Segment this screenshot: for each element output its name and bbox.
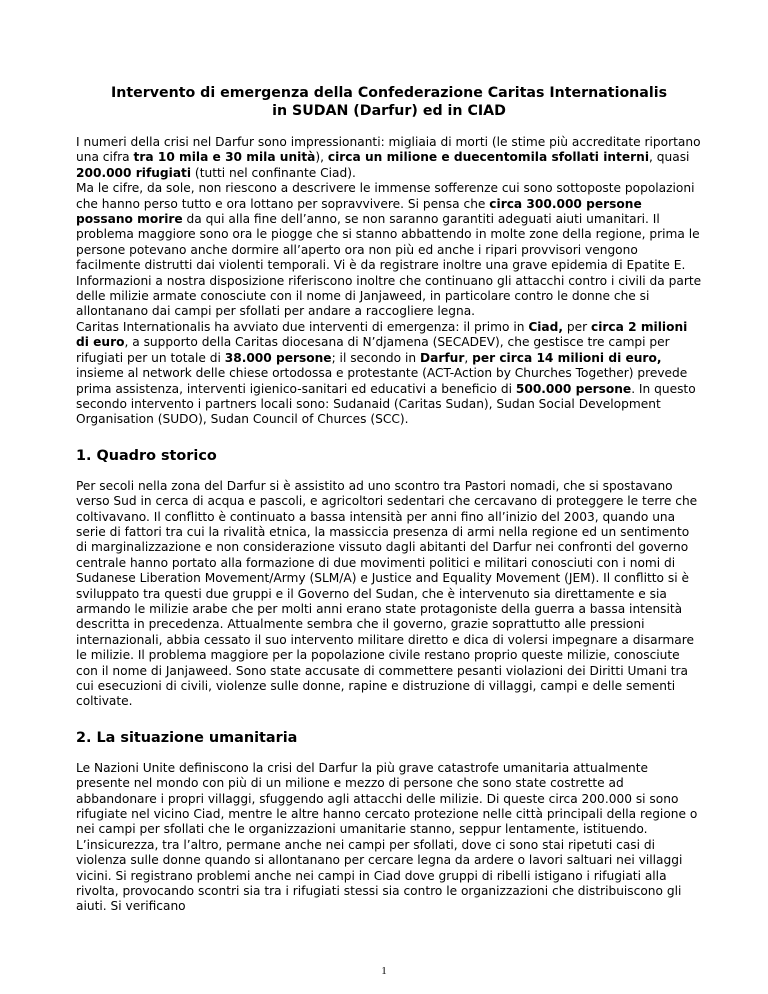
text-run: Caritas Internationalis ha avviato due interventi di emergenza: il primo in	[76, 319, 529, 334]
section-heading-quadro-storico: 1. Quadro storico	[76, 447, 217, 464]
title-line-2: in SUDAN (Darfur) ed in CIAD	[272, 103, 506, 119]
page-number: 1	[381, 965, 387, 977]
bold-text-run: 500.000 persone	[515, 381, 632, 396]
text-run: Ma le cifre, da sole, non riescono a descrivere le immense sofferenze cui sono sottoposte popolazioni che hanno perso tutto e ora lottano per sopravvivere. Si pensa che	[76, 181, 695, 211]
document-page	[76, 0, 702, 915]
section-paragraph: Per secoli nella zona del Darfur si è assistito ad uno scontro tra Pastori nomadi, che si spostavano verso Sud in cerca di acqua e pascoli, e agricoltori sedentari che cercavano di proteggere le terre che coltivavano. Il conflitto è continuato a bassa intensità per anni fino all’inizio del 2003, quando una serie di fattori tra cui la rivalità etnica, la massiccia presenza di armi nella regione ed un sentimento di marginalizzazione e non considerazione vissuto dagli abitanti del Darfur nei confronti del governo centrale hanno portato alla formazione di due movimenti politici e militari conosciuti con i nomi di Sudanese Liberation Movement/Army (SLM/A) e Justice and Equality Movement (JEM). Il conflitto si è sviluppato tra questi due gruppi e il Governo del Sudan, che è intervenuto sia direttamente e sia armando le milizie arabe che per molti anni erano state protagoniste della guerra a bassa intensità descritta in precedenza. Attualmente sembra che il governo, grazie soprattutto alle pressioni internazionali, abbia cessato il suo intervento militare diretto e dica di volersi impegnare a disarmare le milizie. Il problema maggiore per la popolazione civile restano proprio queste milizie, conosciute con il nome di Janjaweed. Sono state accusate di commettere pesanti violazioni dei Diritti Umani tra cui esecuzioni di civili, violenze sulle donne, rapine e distruzione di villaggi, campi e delle sementi coltivate.	[76, 478, 698, 709]
text-run: (tutti nel confinante Ciad).	[191, 165, 356, 180]
text-run: . In questo secondo intervento i partners locali sono: Sudanaid (Caritas Sudan), Sudan Social Development Organisation (SUDO), Sudan Council of Churces (SCC).	[76, 381, 696, 427]
intro-section	[76, 135, 702, 428]
intro-paragraph	[76, 274, 702, 320]
text-run: da qui alla fine dell’anno, se non saranno garantiti adeguati aiuti umanitari. Il problema maggiore sono ora le piogge che si stanno abbattendo in molte zone della regione, prima le persone potevano anche dormire all’aperto ora non più ed anche i ripari provvisori vengono facilmente distrutti dai violenti temporali. Vi è da registrare inoltre una grave epidemia di Epatite E.	[76, 212, 700, 273]
intro-paragraph	[76, 135, 702, 181]
text-run: ,	[464, 350, 473, 365]
text-run: ),	[315, 150, 328, 165]
section-paragraph: Le Nazioni Unite definiscono la crisi del Darfur la più grave catastrofe umanitaria attualmente presente nel mondo con più di un milione e mezzo di persone che sono state costrette ad abbandonare i propri villaggi, sfuggendo agli attacchi delle milizie. Di queste circa 200.000 si sono rifugiate nel vicino Ciad, mentre le altre hanno cercato protezione nelle città principali della regione o nei campi per sfollati che le organizzazioni umanitarie stanno, seppur lentamente, istituendo. L’insicurezza, tra l’altro, permane anche nei campi per sfollati, dove ci sono stai ripetuti casi di violenza sulle donne quando si allontanano per cercare legna da ardere o lavori saltuari nei villaggi vicini. Si registrano problemi anche nei campi in Ciad dove gruppi di ribelli istigano i rifugiati alla rivolta, provocando scontri sia tra i rifugiati stessi sia contro le organizzazioni che distribuiscono gli aiuti. Si verificano	[76, 760, 698, 914]
bold-text-run: circa 300.000 persone possano morire	[76, 196, 642, 227]
bold-text-run: circa 2 milioni di euro	[76, 319, 688, 350]
title-line-1: Intervento di emergenza della Confederazione Caritas Internationalis	[110, 85, 668, 101]
text-run: I numeri della crisi nel Darfur sono impressionanti: migliaia di morti (le stime più accreditate riportano una cifra	[76, 135, 701, 165]
text-run: ; il secondo in	[331, 350, 420, 365]
bold-text-run: 200.000 rifugiati	[76, 165, 192, 180]
document-title	[76, 84, 702, 120]
intro-paragraph	[76, 320, 702, 428]
intro-paragraph	[76, 181, 702, 273]
bold-text-run: circa un milione e duecentomila sfollati interni	[327, 150, 650, 165]
text-run: , a supporto della Caritas diocesana di N’djamena (SECADEV), che gestisce tre campi per rifugiati per un totale di	[76, 335, 670, 365]
bold-text-run: 38.000 persone	[224, 350, 332, 365]
bold-text-run: per circa 14 milioni di euro,	[472, 350, 662, 365]
text-run: Informazioni a nostra disposizione riferiscono inoltre che continuano gli attacchi contro i civili da parte delle milizie armate conosciute con il nome di Janjaweed, in particolare contro le donne che si allontanano dai campi per sfollati per andare a raccogliere legna.	[76, 273, 702, 319]
text-run: insieme al network delle chiese ortodossa e protestante (ACT-Action by Churches Together) prevede prima assistenza, interventi igienico-sanitari ed educativi a beneficio di	[76, 366, 688, 396]
text-run: , quasi	[649, 150, 690, 165]
bold-text-run: Darfur	[420, 350, 465, 365]
bold-text-run: Ciad,	[528, 319, 564, 334]
section-heading-situazione-umanitaria: 2. La situazione umanitaria	[76, 729, 298, 746]
text-run: per	[563, 319, 592, 334]
bold-text-run: tra 10 mila e 30 mila unità	[133, 150, 316, 165]
